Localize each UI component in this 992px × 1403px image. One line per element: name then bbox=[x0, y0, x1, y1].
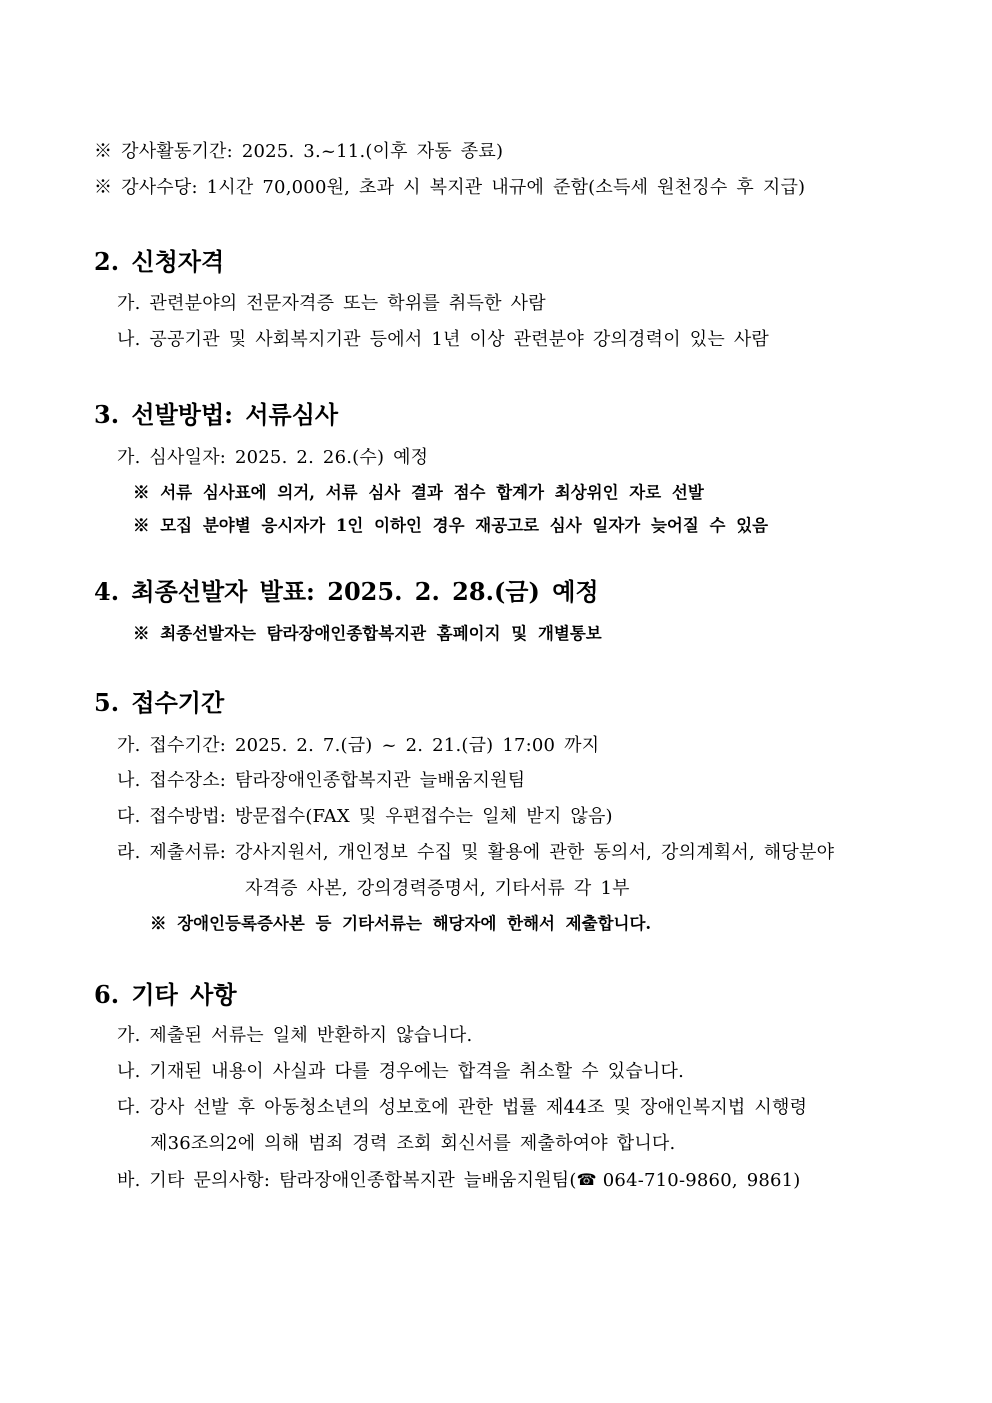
section-3-note-1: ※ 서류 심사표에 의거, 서류 심사 결과 점수 합계가 최상위인 자로 선발 bbox=[133, 483, 704, 502]
phone-icon: ☎ bbox=[576, 1170, 597, 1189]
section-5-item-d: 라. 제출서류: 강사지원서, 개인정보 수집 및 활용에 관한 동의서, 강의계획서, 해당분야 bbox=[117, 842, 835, 863]
section-2-item-b: 나. 공공기관 및 사회복지기관 등에서 1년 이상 관련분야 강의경력이 있는 사람 bbox=[117, 329, 770, 350]
section-3-item-a: 가. 심사일자: 2025. 2. 26.(수) 예정 bbox=[117, 447, 429, 468]
note-fee: ※ 강사수당: 1시간 70,000원, 초과 시 복지관 내규에 준함(소득세 원천징수 후 지급) bbox=[94, 177, 806, 198]
section-4-note-1: ※ 최종선발자는 탐라장애인종합복지관 홈페이지 및 개별통보 bbox=[133, 624, 602, 643]
section-4-title: 4. 최종선발자 발표: 2025. 2. 28.(금) 예정 bbox=[94, 577, 599, 606]
section-5-title: 5. 접수기간 bbox=[94, 688, 225, 717]
section-6-item-contact bbox=[117, 1168, 801, 1193]
contact-phone: 064-710-9860, 9861) bbox=[602, 1170, 801, 1191]
contact-prefix: 바. 기타 문의사항: 탐라장애인종합복지관 늘배움지원팀( bbox=[117, 1170, 577, 1191]
section-6-item-c-cont: 제36조의2에 의해 범죄 경력 조회 회신서를 제출하여야 합니다. bbox=[150, 1133, 676, 1154]
section-6-item-b: 나. 기재된 내용이 사실과 다를 경우에는 합격을 취소할 수 있습니다. bbox=[117, 1061, 685, 1082]
section-5-item-c: 다. 접수방법: 방문접수(FAX 및 우편접수는 일체 받지 않음) bbox=[117, 806, 613, 827]
section-5-note-1: ※ 장애인등록증사본 등 기타서류는 해당자에 한해서 제출합니다. bbox=[150, 914, 652, 933]
section-3-note-2: ※ 모집 분야별 응시자가 1인 이하인 경우 재공고로 심사 일자가 늦어질 수 있음 bbox=[133, 516, 769, 535]
section-2-item-a: 가. 관련분야의 전문자격증 또는 학위를 취득한 사람 bbox=[117, 293, 546, 314]
section-6-item-c: 다. 강사 선발 후 아동청소년의 성보호에 관한 법률 제44조 및 장애인복지법 시행령 bbox=[117, 1097, 808, 1118]
section-5-item-a: 가. 접수기간: 2025. 2. 7.(금) ~ 2. 21.(금) 17:00 까지 bbox=[117, 735, 600, 756]
section-5-item-b: 나. 접수장소: 탐라장애인종합복지관 늘배움지원팀 bbox=[117, 770, 526, 791]
section-6-title: 6. 기타 사항 bbox=[94, 980, 237, 1009]
section-5-item-d-cont: 자격증 사본, 강의경력증명서, 기타서류 각 1부 bbox=[245, 878, 630, 899]
section-6-item-a: 가. 제출된 서류는 일체 반환하지 않습니다. bbox=[117, 1025, 473, 1046]
section-2-title: 2. 신청자격 bbox=[94, 247, 225, 276]
note-activity-period: ※ 강사활동기간: 2025. 3.~11.(이후 자동 종료) bbox=[94, 141, 504, 162]
section-3-title: 3. 선발방법: 서류심사 bbox=[94, 400, 339, 429]
